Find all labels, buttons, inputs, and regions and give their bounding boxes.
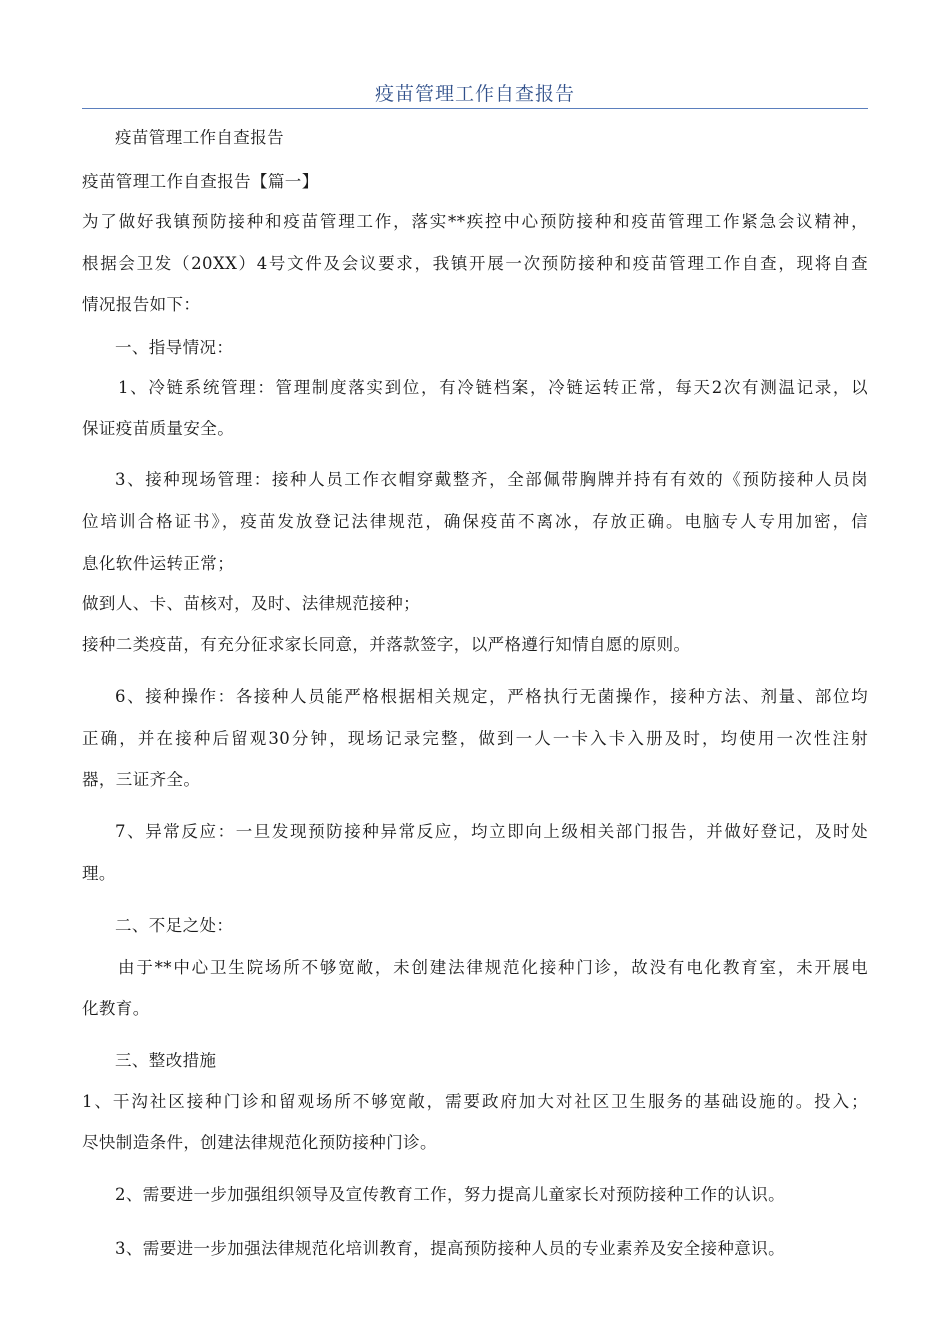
header-divider <box>82 108 868 109</box>
paragraph-line: 1、干沟社区接种门诊和留观场所不够宽敞，需要政府加大对社区卫生服务的基础设施的。投入； <box>82 1092 868 1111</box>
paragraph-line: 为了做好我镇预防接种和疫苗管理工作，落实**疾控中心预防接种和疫苗管理工作紧急会议精神， <box>82 212 868 231</box>
paragraph-line: 位培训合格证书》，疫苗发放登记法律规范，确保疫苗不离冰，存放正确。电脑专人专用加密，信 <box>82 512 868 531</box>
paragraph-line: 器，三证齐全。 <box>82 770 201 789</box>
subheading-guidance: 一、指导情况： <box>115 338 234 357</box>
paragraph-line: 3、接种现场管理：接种人员工作衣帽穿戴整齐，全部佩带胸牌并持有有效的《预防接种人员岗 <box>115 470 868 489</box>
paragraph-line: 正确，并在接种后留观30分钟，现场记录完整，做到一人一卡入卡入册及时，均使用一次性注射 <box>82 729 868 748</box>
paragraph-line: 2、需要进一步加强组织领导及宣传教育工作，努力提高儿童家长对预防接种工作的认识。 <box>115 1185 785 1204</box>
paragraph-line: 息化软件运转正常； <box>82 554 235 573</box>
paragraph-line: 1、冷链系统管理：管理制度落实到位，有冷链档案，冷链运转正常，每天2次有测温记录，以 <box>118 378 868 397</box>
paragraph-line: 接种二类疫苗，有充分征求家长同意，并落款签字，以严格遵行知情自愿的原则。 <box>82 635 691 654</box>
paragraph-line: 做到人、卡、苗核对，及时、法律规范接种； <box>82 594 420 613</box>
paragraph-line: 由于**中心卫生院场所不够宽敞，未创建法律规范化接种门诊，故没有电化教育室，未开展电 <box>118 958 868 977</box>
subheading-rectification: 三、整改措施 <box>115 1051 217 1070</box>
paragraph-line: 7、异常反应：一旦发现预防接种异常反应，均立即向上级相关部门报告，并做好登记，及时处 <box>115 822 868 841</box>
paragraph-line: 保证疫苗质量安全。 <box>82 419 235 438</box>
subheading-shortcomings: 二、不足之处： <box>115 916 234 935</box>
paragraph-line: 理。 <box>82 864 116 883</box>
paragraph-line: 6、接种操作：各接种人员能严格根据相关规定，严格执行无菌操作，接种方法、剂量、部位均 <box>115 687 868 706</box>
paragraph-line: 尽快制造条件，创建法律规范化预防接种门诊。 <box>82 1133 437 1152</box>
document-title-line: 疫苗管理工作自查报告 <box>115 128 284 147</box>
paragraph-line: 3、需要进一步加强法律规范化培训教育，提高预防接种人员的专业素养及安全接种意识。 <box>115 1239 785 1258</box>
header-title: 疫苗管理工作自查报告 <box>374 83 575 105</box>
paragraph-line: 情况报告如下： <box>82 295 201 314</box>
section-heading-part-one: 疫苗管理工作自查报告【篇一】 <box>82 172 319 191</box>
paragraph-line: 化教育。 <box>82 999 150 1018</box>
paragraph-line: 根据会卫发（20XX）4号文件及会议要求，我镇开展一次预防接种和疫苗管理工作自查，现将自查 <box>82 254 868 273</box>
